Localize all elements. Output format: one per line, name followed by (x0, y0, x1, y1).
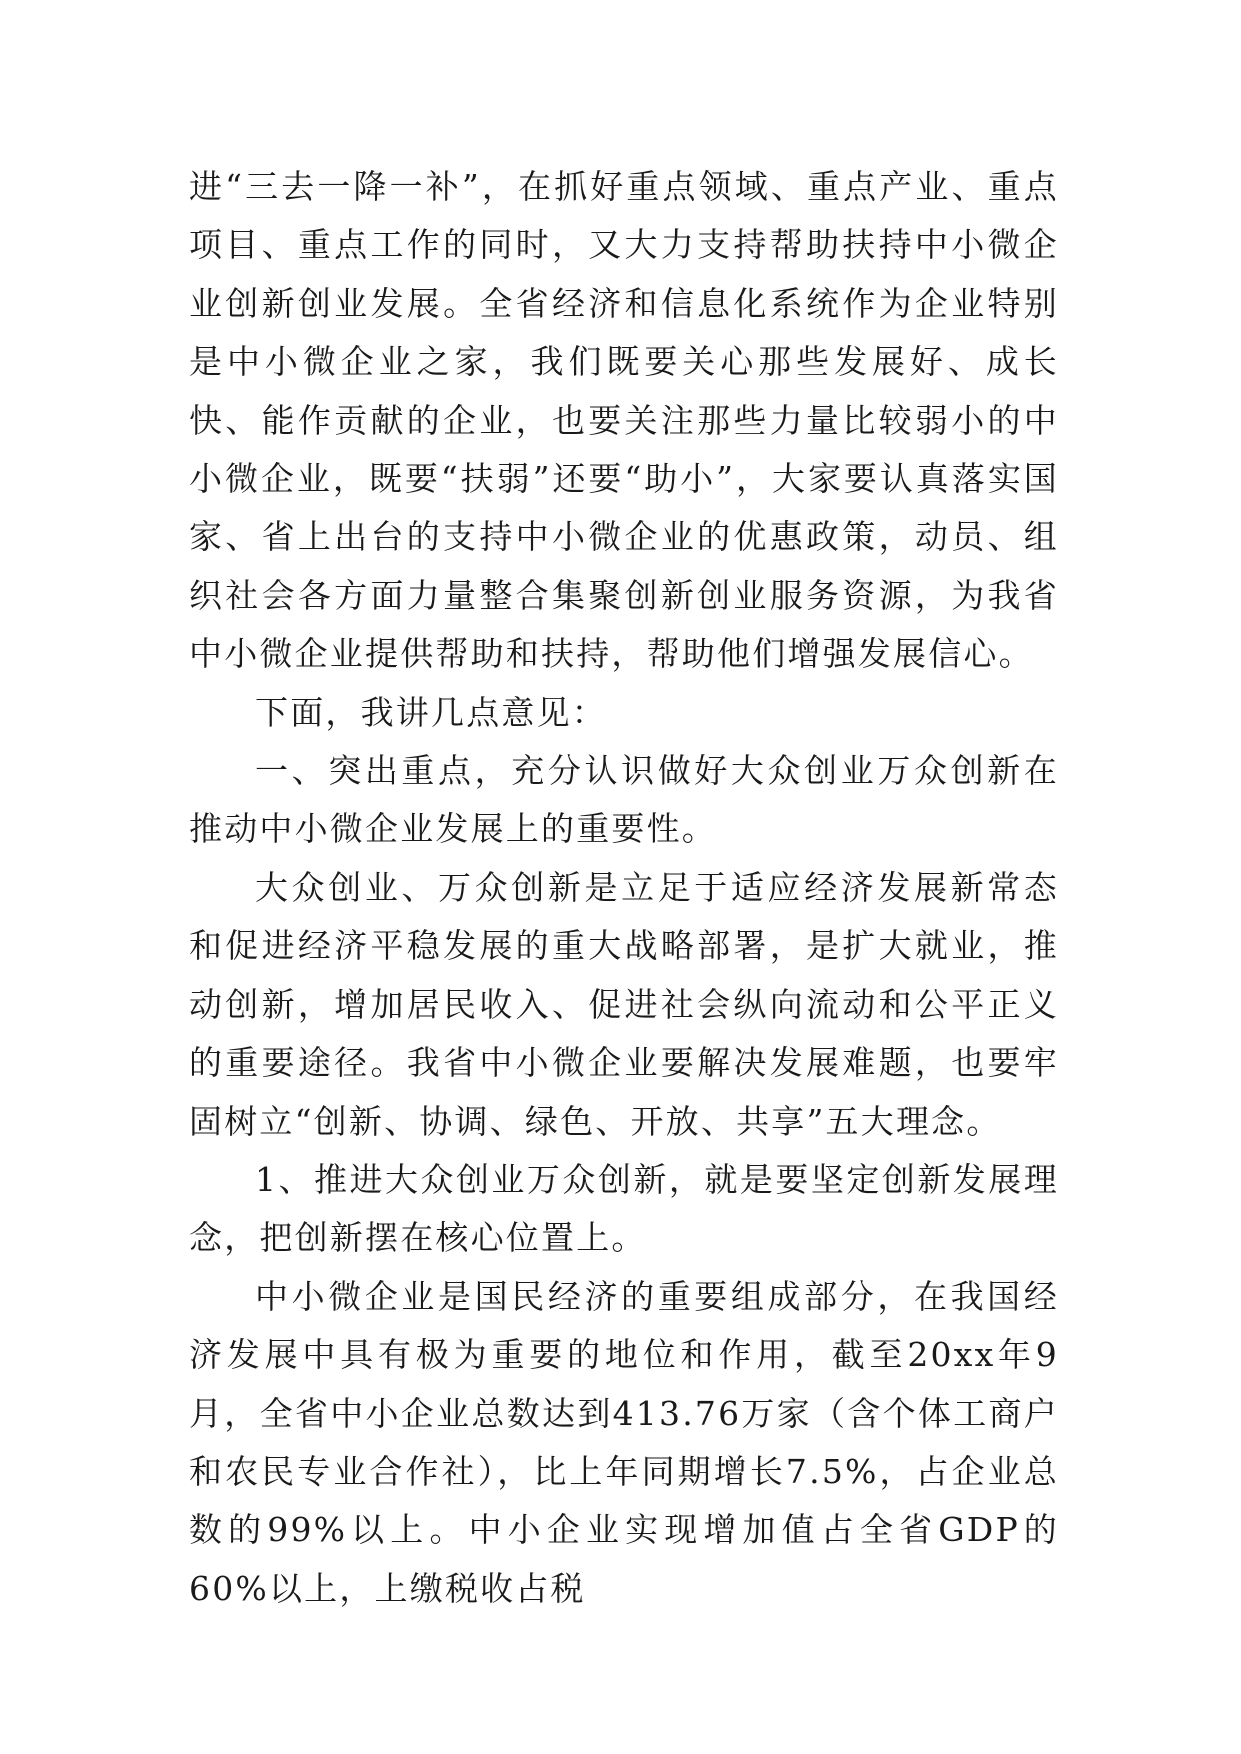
paragraph-3-heading: 一、突出重点，充分认识做好大众创业万众创新在推动中小微企业发展上的重要性。 (189, 751, 1059, 849)
document-body (189, 158, 1059, 1618)
paragraph-5-subheading: 1、推进大众创业万众创新，就是要坚定创新发展理念，把创新摆在核心位置上。 (189, 1159, 1059, 1258)
paragraph-4: 大众创业、万众创新是立足于适应经济发展新常态和促进经济平稳发展的重大战略部署，是扩大就业，推动创新，增加居民收入、促进社会纵向流动和公平正义的重要途径。我省中小微企业要解决发展难题，也要牢固树立“创新、协调、绿色、开放、共享”五大理念。 (189, 867, 1059, 1141)
paragraph-2: 下面，我讲几点意见： (255, 692, 607, 732)
paragraph-6: 中小微企业是国民经济的重要组成部分，在我国经济发展中具有极为重要的地位和作用，截至20xx年9月，全省中小企业总数达到413.76万家（含个体工商户和农民专业合作社），比上年同期增长7.5%，占企业总数的99%以上。中小企业实现增加值占全省GDP的60%以上，上缴税收占税 (189, 1276, 1059, 1608)
paragraph-1: 进“三去一降一补”，在抓好重点领域、重点产业、重点项目、重点工作的同时，又大力支持帮助扶持中小微企业创新创业发展。全省经济和信息化系统作为企业特别是中小微企业之家，我们既要关心那些发展好、成长快、能作贡献的企业，也要关注那些力量比较弱小的中小微企业，既要“扶弱”还要“助小”，大家要认真落实国家、省上出台的支持中小微企业的优惠政策，动员、组织社会各方面力量整合集聚创新创业服务资源，为我省中小微企业提供帮助和扶持，帮助他们增强发展信心。 (189, 167, 1059, 674)
